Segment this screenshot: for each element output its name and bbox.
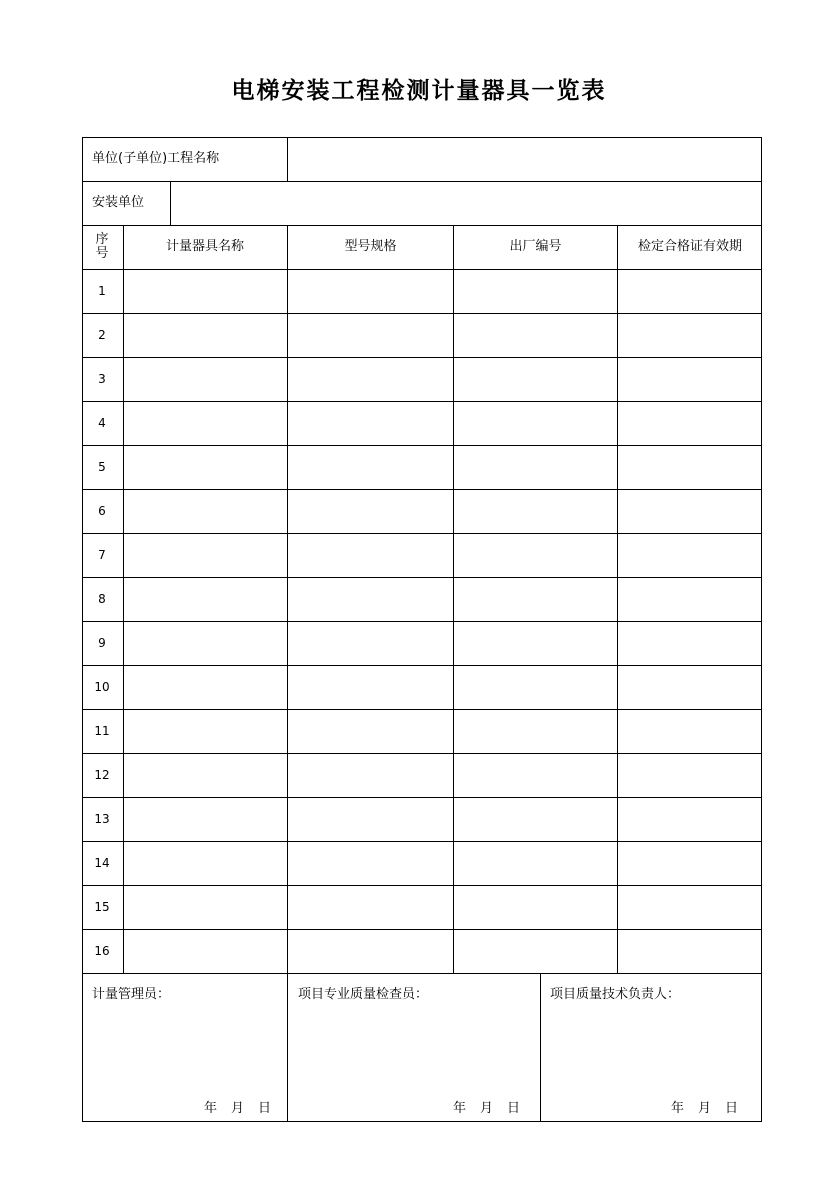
validity-cell[interactable] bbox=[618, 358, 762, 401]
model-cell[interactable] bbox=[288, 622, 453, 665]
model-cell[interactable] bbox=[288, 578, 453, 621]
model-cell[interactable] bbox=[288, 314, 453, 357]
date-day-2: 日 bbox=[507, 1101, 521, 1116]
divider bbox=[287, 137, 288, 181]
name-cell[interactable] bbox=[124, 622, 287, 665]
model-cell[interactable] bbox=[288, 358, 453, 401]
serial-cell[interactable] bbox=[454, 842, 617, 885]
date-year-2: 年 bbox=[453, 1101, 467, 1116]
date-day-1: 日 bbox=[258, 1101, 272, 1116]
row-number: 16 bbox=[94, 944, 110, 958]
validity-cell[interactable] bbox=[618, 446, 762, 489]
validity-cell[interactable] bbox=[618, 270, 762, 313]
date-day-3: 日 bbox=[725, 1101, 739, 1116]
seq-header bbox=[82, 233, 122, 261]
row-number: 13 bbox=[94, 812, 110, 826]
date-month-3: 月 bbox=[698, 1101, 712, 1116]
divider bbox=[540, 973, 541, 1122]
serial-cell[interactable] bbox=[454, 798, 617, 841]
serial-cell[interactable] bbox=[454, 270, 617, 313]
divider bbox=[170, 181, 171, 225]
name-cell[interactable] bbox=[124, 842, 287, 885]
name-cell[interactable] bbox=[124, 798, 287, 841]
installer-label: 安装单位 bbox=[92, 195, 145, 210]
row-number: 2 bbox=[98, 328, 106, 342]
row-number: 7 bbox=[98, 548, 106, 562]
serial-cell[interactable] bbox=[454, 666, 617, 709]
validity-cell[interactable] bbox=[618, 666, 762, 709]
name-cell[interactable] bbox=[124, 314, 287, 357]
row-number: 6 bbox=[98, 504, 106, 518]
validity-cell[interactable] bbox=[618, 622, 762, 665]
seq-header-line2: 号 bbox=[95, 246, 109, 261]
serial-cell[interactable] bbox=[454, 578, 617, 621]
serial-cell[interactable] bbox=[454, 886, 617, 929]
name-cell[interactable] bbox=[124, 446, 287, 489]
divider bbox=[82, 225, 762, 226]
row-number: 10 bbox=[94, 680, 110, 694]
technical-lead-label: 项目质量技术负责人： bbox=[550, 987, 681, 1002]
serial-cell[interactable] bbox=[454, 534, 617, 577]
divider bbox=[287, 973, 288, 1122]
validity-cell[interactable] bbox=[618, 710, 762, 753]
row-number: 9 bbox=[98, 636, 106, 650]
model-cell[interactable] bbox=[288, 842, 453, 885]
validity-cell[interactable] bbox=[618, 490, 762, 533]
model-cell[interactable] bbox=[288, 798, 453, 841]
name-cell[interactable] bbox=[124, 666, 287, 709]
name-cell[interactable] bbox=[124, 490, 287, 533]
validity-cell[interactable] bbox=[618, 578, 762, 621]
row-number: 14 bbox=[94, 856, 110, 870]
name-cell[interactable] bbox=[124, 358, 287, 401]
model-cell[interactable] bbox=[288, 930, 453, 973]
validity-cell[interactable] bbox=[618, 842, 762, 885]
validity-cell[interactable] bbox=[618, 754, 762, 797]
row-number: 5 bbox=[98, 460, 106, 474]
serial-cell[interactable] bbox=[454, 930, 617, 973]
name-cell[interactable] bbox=[124, 886, 287, 929]
serial-cell[interactable] bbox=[454, 358, 617, 401]
divider bbox=[82, 181, 762, 182]
serial-cell[interactable] bbox=[454, 490, 617, 533]
serial-cell[interactable] bbox=[454, 446, 617, 489]
project-name-label: 单位(子单位)工程名称 bbox=[92, 151, 220, 166]
model-cell[interactable] bbox=[288, 886, 453, 929]
date-month-2: 月 bbox=[480, 1101, 494, 1116]
row-number: 8 bbox=[98, 592, 106, 606]
model-cell[interactable] bbox=[288, 446, 453, 489]
metrology-manager-label: 计量管理员： bbox=[92, 987, 171, 1002]
name-cell[interactable] bbox=[124, 402, 287, 445]
model-cell[interactable] bbox=[288, 402, 453, 445]
row-number: 12 bbox=[94, 768, 110, 782]
name-cell[interactable] bbox=[124, 710, 287, 753]
validity-cell[interactable] bbox=[618, 402, 762, 445]
seq-header-line1: 序 bbox=[95, 232, 109, 247]
form-title: 电梯安装工程检测计量器具一览表 bbox=[231, 78, 607, 104]
serial-cell[interactable] bbox=[454, 402, 617, 445]
serial-cell[interactable] bbox=[454, 754, 617, 797]
date-month-1: 月 bbox=[231, 1101, 245, 1116]
row-number: 1 bbox=[98, 284, 106, 298]
name-cell[interactable] bbox=[124, 578, 287, 621]
serial-cell[interactable] bbox=[454, 710, 617, 753]
serial-cell[interactable] bbox=[454, 622, 617, 665]
row-number: 11 bbox=[94, 724, 110, 738]
name-cell[interactable] bbox=[124, 270, 287, 313]
row-number: 3 bbox=[98, 372, 106, 386]
validity-header: 检定合格证有效期 bbox=[637, 239, 742, 254]
validity-cell[interactable] bbox=[618, 534, 762, 577]
name-cell[interactable] bbox=[124, 754, 287, 797]
serial-header: 出厂编号 bbox=[509, 239, 562, 254]
validity-cell[interactable] bbox=[618, 314, 762, 357]
name-header: 计量器具名称 bbox=[165, 239, 244, 254]
row-number: 4 bbox=[98, 416, 106, 430]
row-divider bbox=[82, 973, 762, 974]
model-cell[interactable] bbox=[288, 754, 453, 797]
model-cell[interactable] bbox=[288, 270, 453, 313]
date-year-3: 年 bbox=[671, 1101, 685, 1116]
validity-cell[interactable] bbox=[618, 798, 762, 841]
validity-cell[interactable] bbox=[618, 930, 762, 973]
model-header: 型号规格 bbox=[344, 239, 397, 254]
serial-cell[interactable] bbox=[454, 314, 617, 357]
model-cell[interactable] bbox=[288, 666, 453, 709]
model-cell[interactable] bbox=[288, 710, 453, 753]
name-cell[interactable] bbox=[124, 534, 287, 577]
model-cell[interactable] bbox=[288, 490, 453, 533]
model-cell[interactable] bbox=[288, 534, 453, 577]
row-number: 15 bbox=[94, 900, 110, 914]
date-year-1: 年 bbox=[204, 1101, 218, 1116]
name-cell[interactable] bbox=[124, 930, 287, 973]
quality-inspector-label: 项目专业质量检查员： bbox=[298, 987, 429, 1002]
validity-cell[interactable] bbox=[618, 886, 762, 929]
